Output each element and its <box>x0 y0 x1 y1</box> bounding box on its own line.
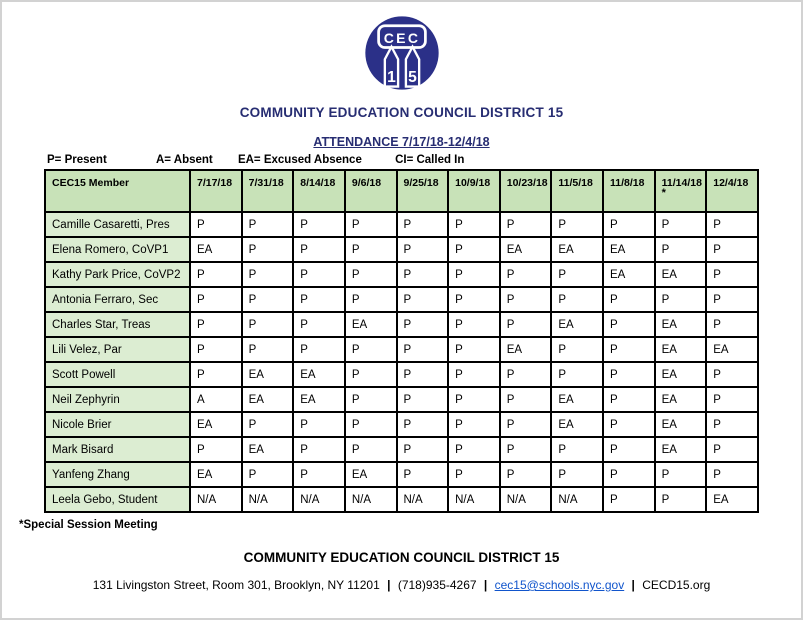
attendance-cell: P <box>242 412 294 437</box>
attendance-cell: P <box>500 287 552 312</box>
attendance-cell: P <box>397 437 449 462</box>
attendance-cell: P <box>397 362 449 387</box>
member-name-cell: Leela Gebo, Student <box>45 487 190 512</box>
attendance-cell: N/A <box>448 487 500 512</box>
attendance-cell: P <box>242 262 294 287</box>
attendance-cell: P <box>655 287 707 312</box>
attendance-cell: P <box>500 362 552 387</box>
table-row <box>45 387 758 412</box>
attendance-cell: P <box>603 387 655 412</box>
separator: | <box>387 578 391 592</box>
attendance-cell: P <box>448 412 500 437</box>
attendance-cell: EA <box>655 362 707 387</box>
attendance-cell: P <box>706 362 758 387</box>
attendance-cell: P <box>242 462 294 487</box>
table-row <box>45 262 758 287</box>
attendance-cell: P <box>603 312 655 337</box>
attendance-cell: P <box>293 287 345 312</box>
table-row <box>45 487 758 512</box>
attendance-cell: P <box>345 237 397 262</box>
attendance-cell: P <box>500 412 552 437</box>
member-name-cell: Kathy Park Price, CoVP2 <box>45 262 190 287</box>
attendance-cell: P <box>655 237 707 262</box>
attendance-cell: P <box>345 337 397 362</box>
date-column-header: 9/25/18 <box>397 170 449 212</box>
attendance-cell: P <box>397 337 449 362</box>
attendance-cell: P <box>345 362 397 387</box>
member-name-cell: Camille Casaretti, Pres <box>45 212 190 237</box>
attendance-cell: P <box>500 212 552 237</box>
attendance-cell: P <box>190 362 242 387</box>
legend-called-in: CI= Called In <box>395 154 465 166</box>
attendance-cell: EA <box>242 437 294 462</box>
attendance-cell: EA <box>551 412 603 437</box>
website-text: CECD15.org <box>642 578 711 592</box>
member-name-cell: Neil Zephyrin <box>45 387 190 412</box>
attendance-cell: P <box>706 462 758 487</box>
table-row <box>45 362 758 387</box>
attendance-cell: P <box>655 462 707 487</box>
table-row <box>45 412 758 437</box>
attendance-cell: P <box>551 362 603 387</box>
footer-org-title: COMMUNITY EDUCATION COUNCIL DISTRICT 15 <box>243 550 560 565</box>
attendance-cell: P <box>293 212 345 237</box>
table-row <box>45 462 758 487</box>
separator: | <box>483 578 488 592</box>
attendance-cell: P <box>551 337 603 362</box>
attendance-cell: N/A <box>500 487 552 512</box>
attendance-cell: P <box>293 337 345 362</box>
attendance-table <box>44 169 759 513</box>
attendance-cell: P <box>655 212 707 237</box>
legend-absent: A= Absent <box>155 154 213 166</box>
attendance-cell: N/A <box>242 487 294 512</box>
attendance-cell: EA <box>551 237 603 262</box>
logo-digit-1: 1 <box>386 68 396 86</box>
attendance-cell: P <box>242 337 294 362</box>
attendance-cell: P <box>345 412 397 437</box>
table-row <box>45 212 758 237</box>
attendance-cell: P <box>242 287 294 312</box>
attendance-cell: P <box>448 212 500 237</box>
table-row <box>45 337 758 362</box>
attendance-cell: EA <box>190 237 242 262</box>
attendance-cell: N/A <box>397 487 449 512</box>
attendance-cell: P <box>397 212 449 237</box>
attendance-cell: P <box>293 437 345 462</box>
attendance-cell: N/A <box>190 487 242 512</box>
attendance-cell: EA <box>190 462 242 487</box>
attendance-cell: P <box>706 412 758 437</box>
attendance-cell: N/A <box>293 487 345 512</box>
attendance-cell: P <box>655 487 707 512</box>
phone-text: (718)935-4267 <box>397 578 477 592</box>
table-row <box>45 237 758 262</box>
member-name-cell: Nicole Brier <box>45 412 190 437</box>
attendance-cell: P <box>190 337 242 362</box>
attendance-cell: EA <box>706 487 758 512</box>
attendance-cell: EA <box>706 337 758 362</box>
attendance-cell: P <box>448 437 500 462</box>
attendance-cell: EA <box>603 237 655 262</box>
date-column-header: 10/9/18 <box>448 170 500 212</box>
date-column-header: 10/23/18 <box>500 170 552 212</box>
attendance-cell: P <box>551 462 603 487</box>
attendance-cell: P <box>190 287 242 312</box>
logo-digit-5: 5 <box>407 68 417 86</box>
date-column-header: 8/14/18 <box>293 170 345 212</box>
table-row <box>45 437 758 462</box>
table-header-row <box>45 170 758 212</box>
date-column-header: 9/6/18 <box>345 170 397 212</box>
attendance-cell: EA <box>500 337 552 362</box>
date-column-header: 11/8/18 <box>603 170 655 212</box>
page-title: COMMUNITY EDUCATION COUNCIL DISTRICT 15 <box>239 105 564 120</box>
special-session-footnote: *Special Session Meeting <box>19 519 158 531</box>
attendance-cell: P <box>551 437 603 462</box>
attendance-cell: P <box>448 337 500 362</box>
attendance-cell: P <box>448 237 500 262</box>
attendance-cell: P <box>706 387 758 412</box>
member-name-cell: Antonia Ferraro, Sec <box>45 287 190 312</box>
attendance-cell: P <box>448 287 500 312</box>
attendance-cell: P <box>293 312 345 337</box>
separator: | <box>631 578 635 592</box>
attendance-cell: N/A <box>551 487 603 512</box>
attendance-cell: P <box>293 412 345 437</box>
attendance-cell: P <box>397 387 449 412</box>
attendance-cell: P <box>397 412 449 437</box>
attendance-cell: EA <box>242 362 294 387</box>
attendance-cell: P <box>345 437 397 462</box>
attendance-cell: P <box>242 237 294 262</box>
attendance-cell: P <box>293 462 345 487</box>
attendance-cell: P <box>293 262 345 287</box>
attendance-cell: EA <box>655 337 707 362</box>
attendance-cell: EA <box>242 387 294 412</box>
table-row <box>45 312 758 337</box>
legend-present: P= Present <box>47 154 107 166</box>
attendance-cell: EA <box>655 312 707 337</box>
attendance-cell: P <box>397 287 449 312</box>
attendance-cell: P <box>397 262 449 287</box>
table-row <box>45 287 758 312</box>
member-name-cell: Charles Star, Treas <box>45 312 190 337</box>
member-name-cell: Elena Romero, CoVP1 <box>45 237 190 262</box>
attendance-cell: P <box>242 312 294 337</box>
cec15-logo-graphic <box>363 14 441 92</box>
attendance-cell: P <box>345 262 397 287</box>
logo-text-cec: CEC <box>383 29 420 46</box>
attendance-cell: P <box>448 362 500 387</box>
attendance-cell: N/A <box>345 487 397 512</box>
attendance-cell: P <box>293 237 345 262</box>
attendance-cell: EA <box>655 412 707 437</box>
attendance-cell: P <box>242 212 294 237</box>
attendance-cell: P <box>603 287 655 312</box>
attendance-cell: P <box>190 262 242 287</box>
attendance-cell: P <box>706 262 758 287</box>
attendance-cell: EA <box>345 462 397 487</box>
member-column-header: CEC15 Member <box>45 170 190 212</box>
contact-info <box>2 578 801 592</box>
attendance-heading: ATTENDANCE 7/17/18-12/4/18 <box>313 135 490 149</box>
attendance-cell: P <box>190 212 242 237</box>
attendance-cell: EA <box>603 262 655 287</box>
attendance-cell: P <box>551 287 603 312</box>
attendance-cell: P <box>500 312 552 337</box>
attendance-cell: P <box>706 287 758 312</box>
attendance-cell: P <box>603 462 655 487</box>
attendance-cell: P <box>603 362 655 387</box>
date-column-header: 11/14/18 * <box>655 170 707 212</box>
attendance-cell: P <box>448 312 500 337</box>
attendance-cell: P <box>448 462 500 487</box>
attendance-cell: P <box>706 237 758 262</box>
attendance-cell: P <box>500 462 552 487</box>
attendance-cell: P <box>706 212 758 237</box>
attendance-cell: P <box>500 387 552 412</box>
attendance-cell: P <box>500 437 552 462</box>
special-session-marker: * <box>661 187 666 199</box>
attendance-cell: P <box>190 312 242 337</box>
attendance-legend <box>47 154 801 166</box>
attendance-cell: EA <box>293 362 345 387</box>
attendance-cell: P <box>551 262 603 287</box>
attendance-cell: P <box>603 337 655 362</box>
date-column-header: 7/31/18 <box>242 170 294 212</box>
attendance-cell: P <box>551 212 603 237</box>
cec15-logo <box>2 14 801 97</box>
member-name-cell: Mark Bisard <box>45 437 190 462</box>
attendance-cell: EA <box>190 412 242 437</box>
attendance-cell: EA <box>655 387 707 412</box>
attendance-cell: P <box>345 287 397 312</box>
email-link[interactable]: cec15@schools.nyc.gov <box>494 578 625 592</box>
attendance-cell: EA <box>500 237 552 262</box>
member-name-cell: Lili Velez, Par <box>45 337 190 362</box>
attendance-cell: P <box>448 387 500 412</box>
attendance-cell: P <box>706 312 758 337</box>
attendance-cell: P <box>190 437 242 462</box>
attendance-cell: P <box>345 387 397 412</box>
member-name-cell: Scott Powell <box>45 362 190 387</box>
attendance-cell: P <box>397 312 449 337</box>
attendance-cell: P <box>603 487 655 512</box>
legend-excused-absence: EA= Excused Absence <box>237 154 362 166</box>
attendance-cell: A <box>190 387 242 412</box>
attendance-cell: P <box>603 212 655 237</box>
attendance-cell: P <box>500 262 552 287</box>
attendance-document <box>2 2 801 592</box>
attendance-cell: P <box>706 437 758 462</box>
date-column-header: 12/4/18 <box>706 170 758 212</box>
attendance-cell: P <box>345 212 397 237</box>
attendance-cell: EA <box>655 262 707 287</box>
date-column-header: 7/17/18 <box>190 170 242 212</box>
attendance-cell: P <box>603 412 655 437</box>
attendance-cell: EA <box>551 387 603 412</box>
attendance-cell: EA <box>655 437 707 462</box>
attendance-cell: P <box>397 237 449 262</box>
attendance-cell: EA <box>551 312 603 337</box>
address-text: 131 Livingston Street, Room 301, Brooklyn, NY 11201 <box>92 578 380 592</box>
member-name-cell: Yanfeng Zhang <box>45 462 190 487</box>
date-column-header: 11/5/18 <box>551 170 603 212</box>
attendance-cell: P <box>603 437 655 462</box>
attendance-cell: P <box>448 262 500 287</box>
attendance-cell: EA <box>345 312 397 337</box>
attendance-cell: P <box>397 462 449 487</box>
attendance-cell: EA <box>293 387 345 412</box>
